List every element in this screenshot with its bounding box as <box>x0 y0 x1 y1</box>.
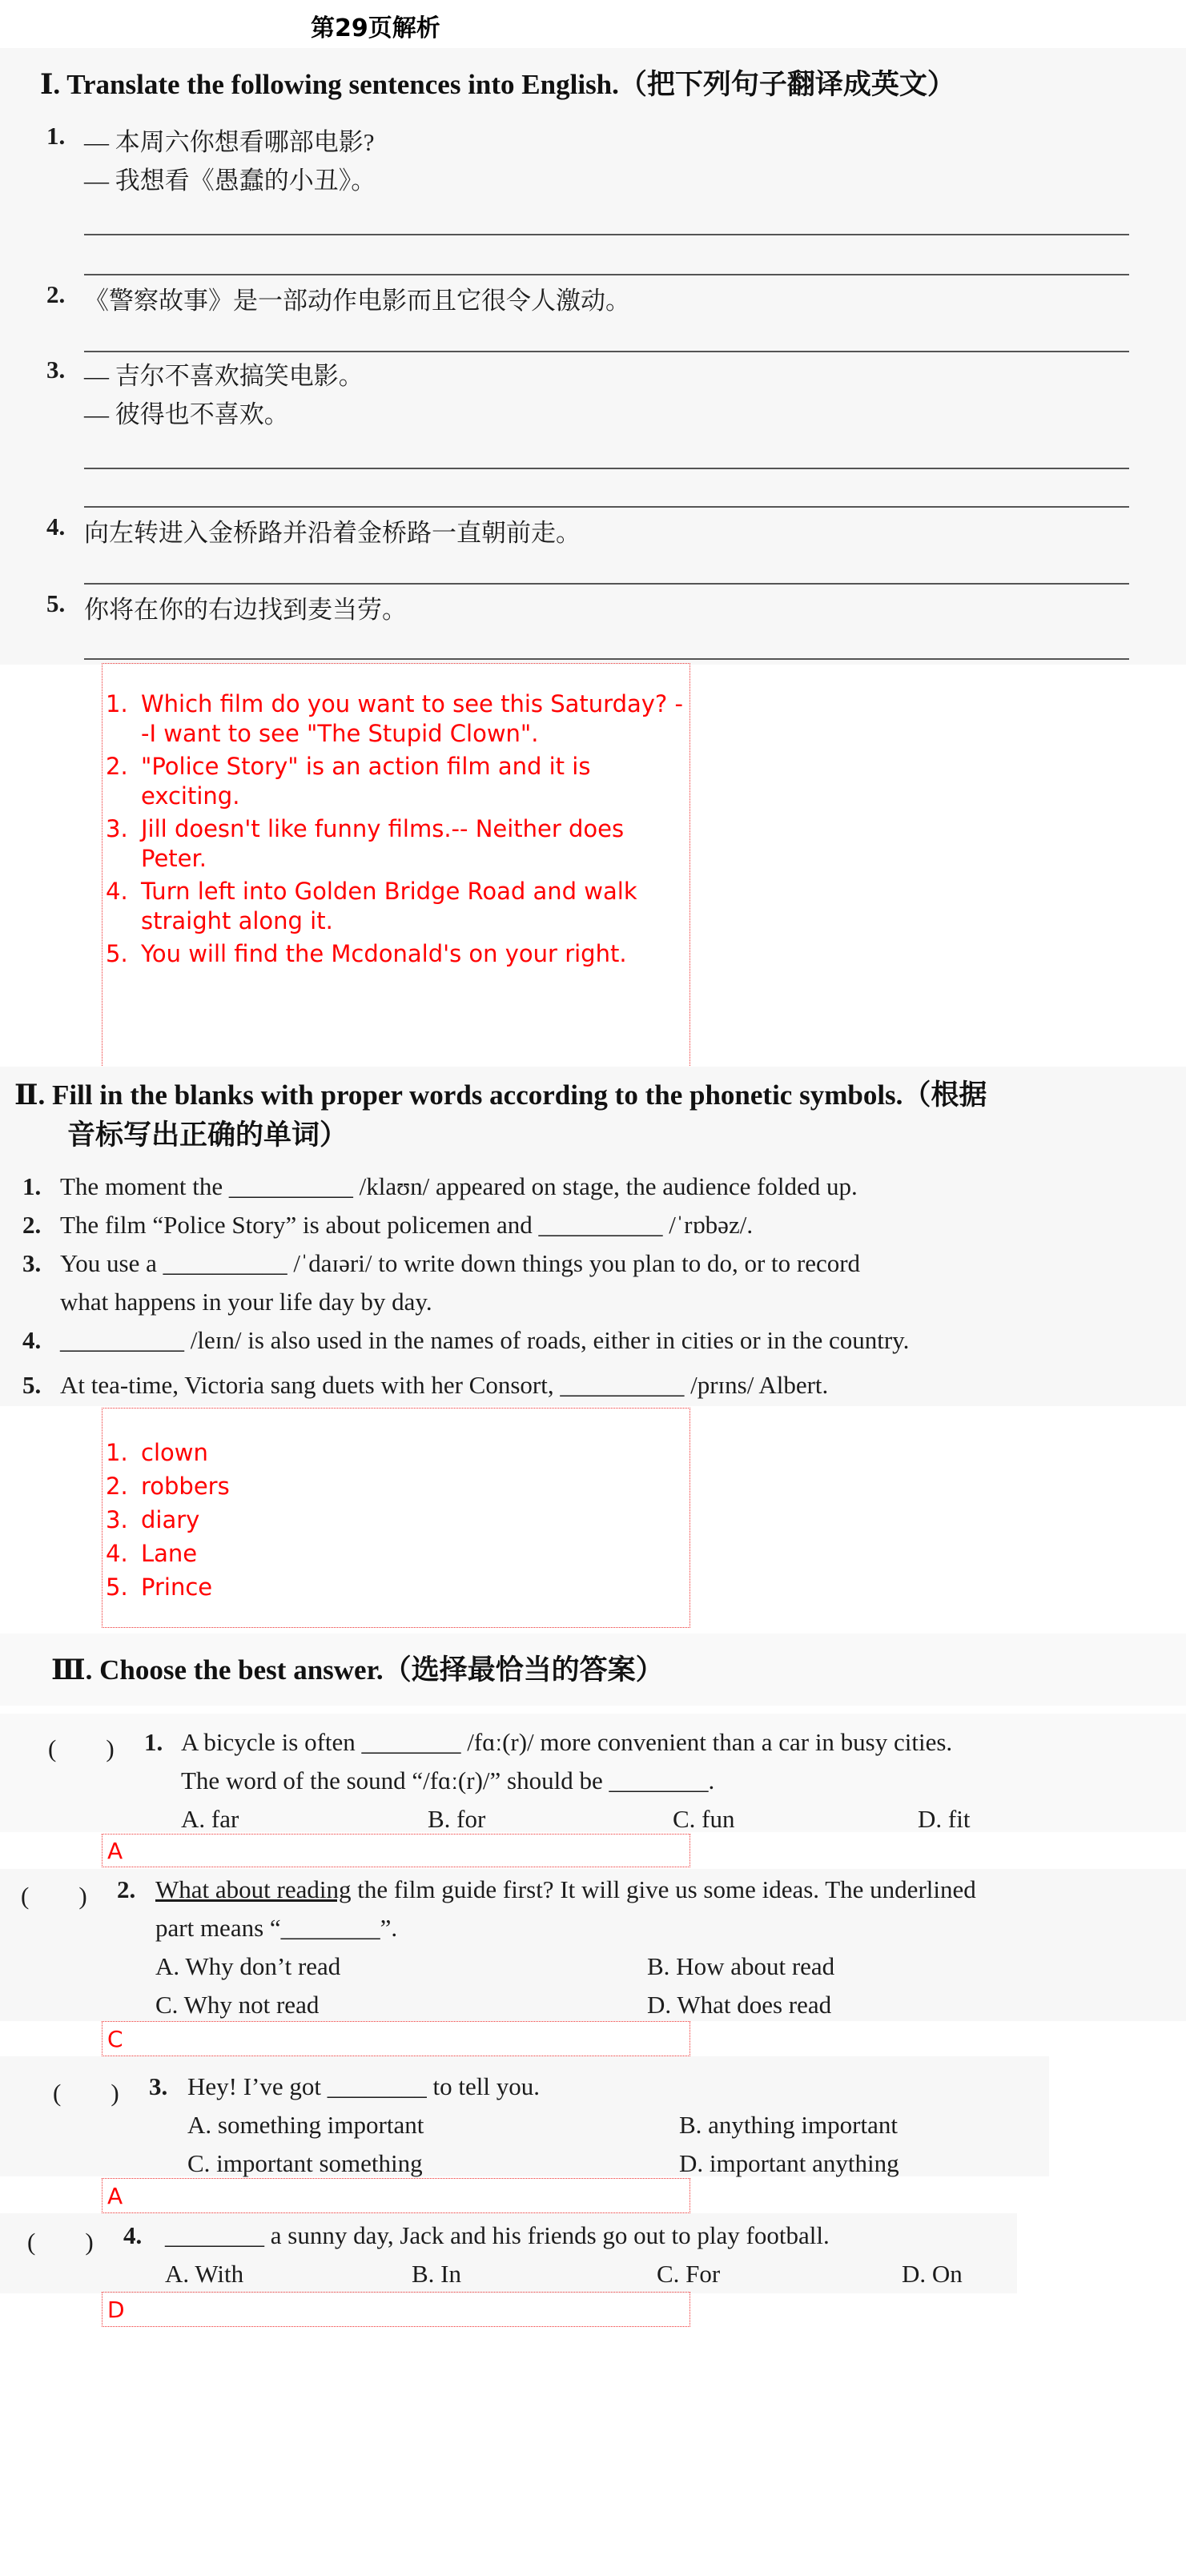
s1-q3-line1: — 吉尔不喜欢搞笑电影。 <box>84 362 364 390</box>
section-1-scan <box>0 48 1186 665</box>
s3-q2-paren: ( ) <box>21 1882 87 1910</box>
s3-q4-option-a: A. With <box>165 2260 244 2288</box>
s3-q1-line2: The word of the sound “/fɑː(r)/” should be ________. <box>181 1766 715 1794</box>
answer-item: 3. diary <box>106 1506 200 1533</box>
s3-q1-scan <box>0 1714 1186 1832</box>
answer-line <box>84 468 1129 469</box>
s3-q2-scan <box>0 1869 1186 2021</box>
section-3-heading: Ⅲ. Choose the best answer.（选择最恰当的答案） <box>51 1654 664 1686</box>
s1-q5-line1: 你将在你的右边找到麦当劳。 <box>84 596 407 624</box>
s2-q5-text: At tea-time, Victoria sang duets with her Consort, __________ /prɪns/ Albert. <box>60 1371 829 1399</box>
section-2-scan <box>0 1067 1186 1371</box>
s3-q1-answer: A <box>107 1838 123 1864</box>
s1-q1-num: 1. <box>46 122 66 150</box>
section-2-answer-list <box>103 1409 689 1604</box>
s2-q5-num: 5. <box>22 1371 42 1399</box>
s2-q4-text: __________ /leɪn/ is also used in the names of roads, either in cities or in the country. <box>60 1326 910 1354</box>
s3-q3-option-b: B. anything important <box>679 2111 898 2139</box>
s3-q3-option-a: A. something important <box>187 2111 424 2139</box>
s1-q2-line1: 《警察故事》是一部动作电影而且它很令人激动。 <box>84 287 630 315</box>
s3-q4-answer-box <box>102 2292 690 2327</box>
s3-q2-option-d: D. What does read <box>647 1991 832 2019</box>
s1-q3-line2: — 彼得也不喜欢。 <box>84 400 289 428</box>
s2-q2-num: 2. <box>22 1211 42 1239</box>
s2-q3-text-cont: what happens in your life day by day. <box>60 1288 432 1316</box>
section-3-heading-scan <box>0 1634 1186 1706</box>
section-1-answer-list <box>103 664 689 969</box>
answer-item: 5. You will find the Mcdonald's on your right. <box>106 940 627 967</box>
answer-item: 2. robbers <box>106 1473 230 1500</box>
underlined-phrase: What about reading <box>155 1875 352 1903</box>
answer-line <box>84 583 1129 585</box>
s3-q3-paren: ( ) <box>53 2079 119 2107</box>
s3-q2-line2: part means “________”. <box>155 1914 398 1942</box>
s3-q3-answer-box <box>102 2178 690 2213</box>
answer-line <box>84 506 1129 508</box>
s3-q1-option-c: C. fun <box>673 1805 735 1833</box>
s1-q5-num: 5. <box>46 589 66 617</box>
s3-q2-option-c: C. Why not read <box>155 1991 320 2019</box>
s3-q1-answer-box <box>102 1834 690 1867</box>
s3-q1-option-b: B. for <box>428 1805 486 1833</box>
s3-q4-num: 4. <box>123 2221 143 2249</box>
answer-item: 2. "Police Story" is an action film and it is exciting. <box>106 753 591 810</box>
section-2-answer-box <box>102 1408 690 1628</box>
section-2-scan-tail <box>0 1371 1186 1406</box>
s2-q4-num: 4. <box>22 1326 42 1354</box>
s2-q3-num: 3. <box>22 1249 42 1277</box>
s3-q3-line1: Hey! I’ve got ________ to tell you. <box>187 2072 540 2100</box>
s3-q1-line1: A bicycle is often ________ /fɑː(r)/ more convenient than a car in busy cities. <box>181 1728 953 1756</box>
s1-q4-line1: 向左转进入金桥路并沿着金桥路一直朝前走。 <box>84 519 581 547</box>
answer-line <box>84 351 1129 352</box>
s1-q4-num: 4. <box>46 512 66 541</box>
s3-q3-option-c: C. important something <box>187 2149 423 2177</box>
s1-q1-line2: — 我想看《愚蠢的小丑》。 <box>84 167 376 195</box>
s3-q2-answer: C <box>107 2026 123 2052</box>
s3-q1-num: 1. <box>144 1728 163 1756</box>
answer-item: 4. Turn left into Golden Bridge Road and walk straight along it. <box>106 878 637 934</box>
s3-q4-option-c: C. For <box>657 2260 721 2288</box>
s3-q4-line1: ________ a sunny day, Jack and his friends go out to play football. <box>165 2221 830 2249</box>
page-title: 第29页解析 <box>311 14 440 42</box>
answer-item: 5. Prince <box>106 1573 213 1601</box>
s3-q4-option-b: B. In <box>412 2260 461 2288</box>
s1-q1-line1: — 本周六你想看哪部电影? <box>84 128 375 156</box>
s3-q1-option-a: A. far <box>181 1805 239 1833</box>
s3-q4-option-d: D. On <box>902 2260 963 2288</box>
s2-q2-text: The film “Police Story” is about policemen and __________ /ˈrɒbəz/. <box>60 1211 754 1239</box>
s3-q3-num: 3. <box>149 2072 168 2100</box>
s1-q2-num: 2. <box>46 280 66 308</box>
section-1-heading: Ⅰ. Translate the following sentences into English.（把下列句子翻译成英文） <box>40 69 955 100</box>
s2-q1-num: 1. <box>22 1172 42 1200</box>
answer-item: 1. Which film do you want to see this Saturday? --I want to see "The Stupid Clown". <box>106 690 684 747</box>
s3-q1-paren: ( ) <box>48 1734 115 1762</box>
s3-q2-option-b: B. How about read <box>647 1952 835 1980</box>
s2-q1-text: The moment the __________ /klaʊn/ appeared on stage, the audience folded up. <box>60 1172 858 1200</box>
section-1-answer-box <box>102 663 690 1067</box>
s2-q3-text: You use a __________ /ˈdaɪəri/ to write down things you plan to do, or to record <box>60 1249 861 1277</box>
section-2-heading-line1: Ⅱ. Fill in the blanks with proper words according to the phonetic symbols.（根据 <box>14 1079 987 1111</box>
answer-line <box>84 234 1129 235</box>
s3-q3-scan <box>0 2056 1049 2176</box>
s1-q3-num: 3. <box>46 356 66 384</box>
s3-q1-option-d: D. fit <box>918 1805 971 1833</box>
answer-line <box>84 274 1129 275</box>
section-2-heading-line2: 音标写出正确的单词） <box>67 1119 348 1151</box>
answer-item: 3. Jill doesn't like funny films.-- Neither does Peter. <box>106 815 625 872</box>
answer-line <box>84 658 1129 660</box>
answer-item: 1. clown <box>106 1439 208 1466</box>
s3-q3-option-d: D. important anything <box>679 2149 899 2177</box>
s3-q4-scan <box>0 2213 1017 2293</box>
s3-q2-answer-box <box>102 2021 690 2056</box>
s3-q2-line1: What about reading the film guide first? It will give us some ideas. The underlined <box>155 1875 976 1903</box>
s3-q4-paren: ( ) <box>27 2228 94 2256</box>
s3-q4-answer: D <box>107 2297 125 2323</box>
s3-q2-num: 2. <box>117 1875 136 1903</box>
answer-item: 4. Lane <box>106 1540 198 1567</box>
s3-q2-option-a: A. Why don’t read <box>155 1952 341 1980</box>
s3-q3-answer: A <box>107 2183 123 2209</box>
